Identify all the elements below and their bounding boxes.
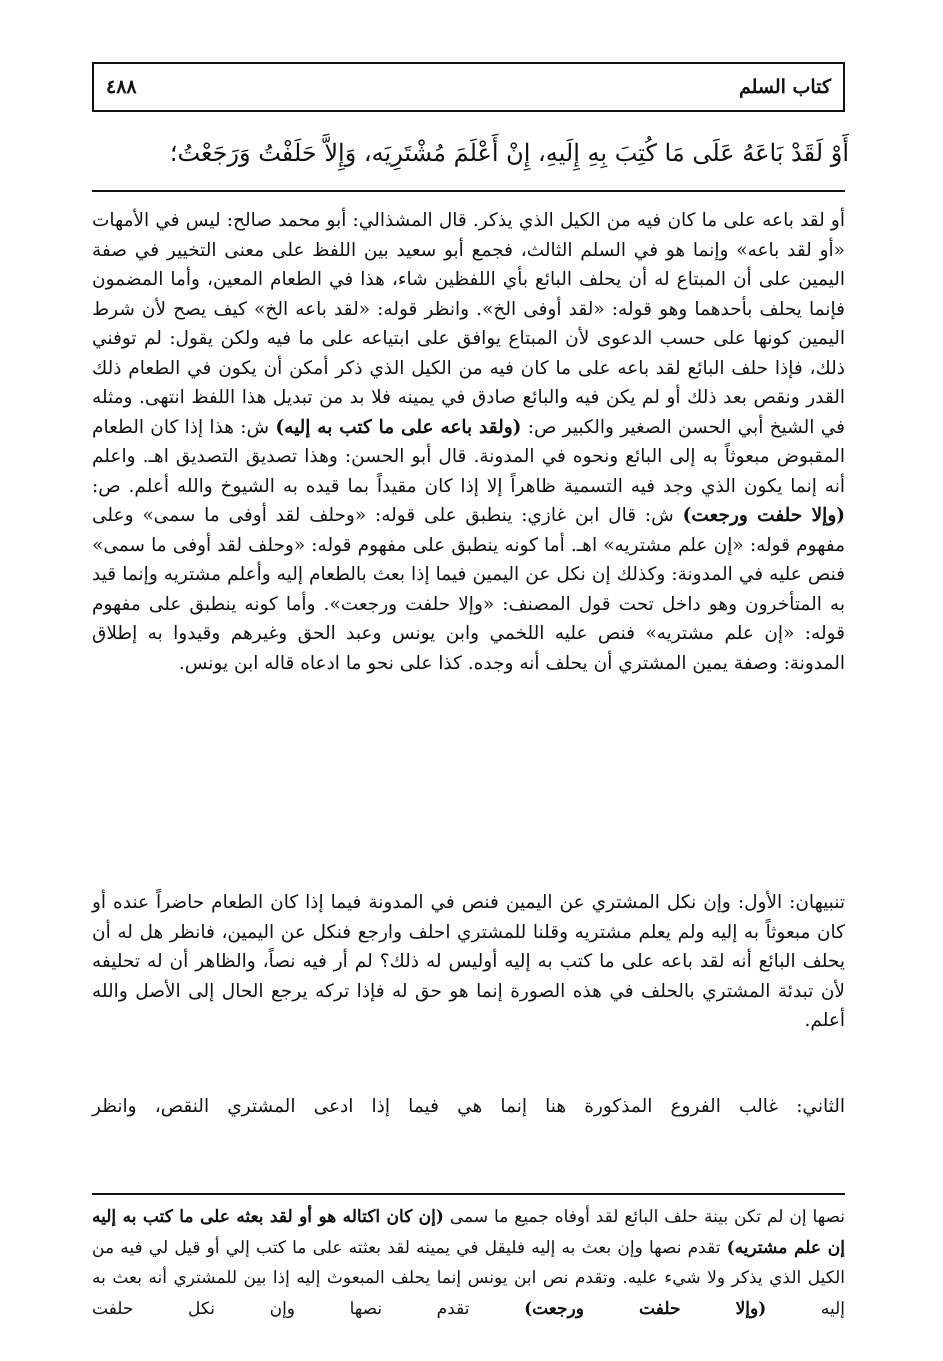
commentary-text: أو لقد باعه على ما كان فيه من الكيل الذي يذكر. قال المشذالي: أبو محمد صالح: ليس في الأمهات «أو لقد باعه» وإنما هو في السلم الثالث، فجمع أبو سعيد بين اللفظ على معنى التخيير في صفة اليمين على أن المبتاع له أن يحلف البائع بأي اللفظين شاء، هذا في الطعام المعين، وأما المضمون فإنما يحلف بأحدهما وهو قوله: «لقد أوفى الخ». وانظر قوله: «لقد باعه الخ» كيف يصح لأن شرط اليمين كونها على حسب الدعوى لأن المبتاع يوافق على ابتياعه على ما فيه ولكن يقول: لم توفني ذلك، فإذا حلف البائع لقد باعه على ما كان فيه من الكيل الذي ذكر أمكن أن يكون في الطعام ذلك القدر ونقص بعد ذلك أو لم يكن فيه والبائع صادق في يمينه فلا بد من تبديل هذا اللفظ انتهى. ومثله في الشيخ أبي الحسن الصغير والكبير ص:: [92, 210, 845, 438]
book-page: [92, 62, 849, 1332]
page-number: ٤٨٨: [106, 76, 137, 98]
commentary-text: ش: هذا إذا كان الطعام المقبوض مبعوثاً به إلى البائع ونحوه في المدونة. قال أبو الحسن: وهذا تصديق التصديق اهـ. واعلم أنه إنما يكون الذي وجد فيه التسمية ظاهراً إلا إذا كان مقيداً بما قيده به الشيوخ والله أعلم. ص:: [92, 416, 845, 497]
footnote-text: تقدم نصها وإن نكل حلفت: [92, 1298, 470, 1319]
book-title: كتاب السلم: [738, 76, 831, 98]
page-header: [92, 62, 845, 112]
matn-quote: (إن كان اكتاله هو أو لقد بعثه على ما كتب به إليه إن علم مشتريه): [92, 1207, 845, 1258]
footnote-divider: [92, 1193, 845, 1195]
matn-text: أَوْ لَقَدْ بَاعَهُ عَلَى مَا كُتِبَ بِهِ إِلَيهِ، إِنْ أَعْلَمَ مُشْتَرِيَه، وَإِلاَّ حَلَفْتُ وَرَجَعْتُ؛: [169, 139, 849, 167]
matn-quote: (ولقد باعه على ما كتب به إليه): [275, 416, 522, 438]
matn-divider: [92, 190, 845, 192]
commentary-paragraph: الثاني: غالب الفروع المذكورة هنا إنما هي فيما إذا ادعى المشتري النقص، وانظر: [92, 1096, 845, 1117]
commentary-paragraph: [92, 206, 845, 678]
commentary-text: ش: قال ابن غازي: ينطبق على قوله: «وحلف لقد أوفى ما سمى» وعلى مفهوم قوله: «إن علم مشتريه» اهـ. أما كونه ينطبق على مفهوم قوله: «وحلف لقد أوفى ما سمى» فنص عليه في المدونة: وكذلك إن نكل عن اليمين فيما إذا بعث بالطعام إليه وأعلم مشتريه وإنما قيد به المتأخرون وهو داخل تحت قول المصنف: «وإلا حلفت ورجعت». وأما كونه ينطبق على مفهوم قوله: «إن علم مشتريه» فنص عليه اللخمي وابن يونس وعبد الحق وغيرهم وقيدوا به إطلاق المدونة: وصفة يمين المشتري أن يحلف أنه وجده. كذا على نحو ما ادعاه قاله ابن يونس.: [92, 505, 845, 674]
matn-quote: (وإلا حلفت ورجعت): [524, 1298, 767, 1319]
footnote-text: تقدم نصها وإن بعث به إليه فليقل في يمينه لقد بعثته على ما كتب إلي أو قيل لي فيه من الكيل الذي يذكر ولا شيء عليه. وتقدم نص ابن يونس إنما يحلف المبعوث إليه إذا بين للمشتري أنه بعث به إليه: [92, 1237, 845, 1319]
footnote-text: نصها إن لم تكن بينة حلف البائع لقد أوفاه جميع ما سمى: [449, 1207, 845, 1227]
footnote-paragraph: [92, 1202, 845, 1324]
commentary-paragraph: تنبيهان: الأول: وإن نكل المشتري عن اليمين فنص في المدونة فيما إذا كان الطعام حاضراً عنده أو كان مبعوثاً به إليه ولم يعلم مشتريه وقلنا للمشتري احلف وارجع فنكل عن اليمين، فانظر هل له أن يحلف البائع أنه لقد باعه على ما كتب به إليه أوليس له ذلك؟ لم أر فيه نصاً، والظاهر أن له تحليفه لأن تبدئة المشتري بالحلف في هذه الصورة إنما هو حق له فإذا تركه يرجع الحال إلى الأصل والله أعلم.: [92, 892, 845, 1031]
matn-quote: (وإلا حلفت ورجعت): [682, 505, 846, 526]
